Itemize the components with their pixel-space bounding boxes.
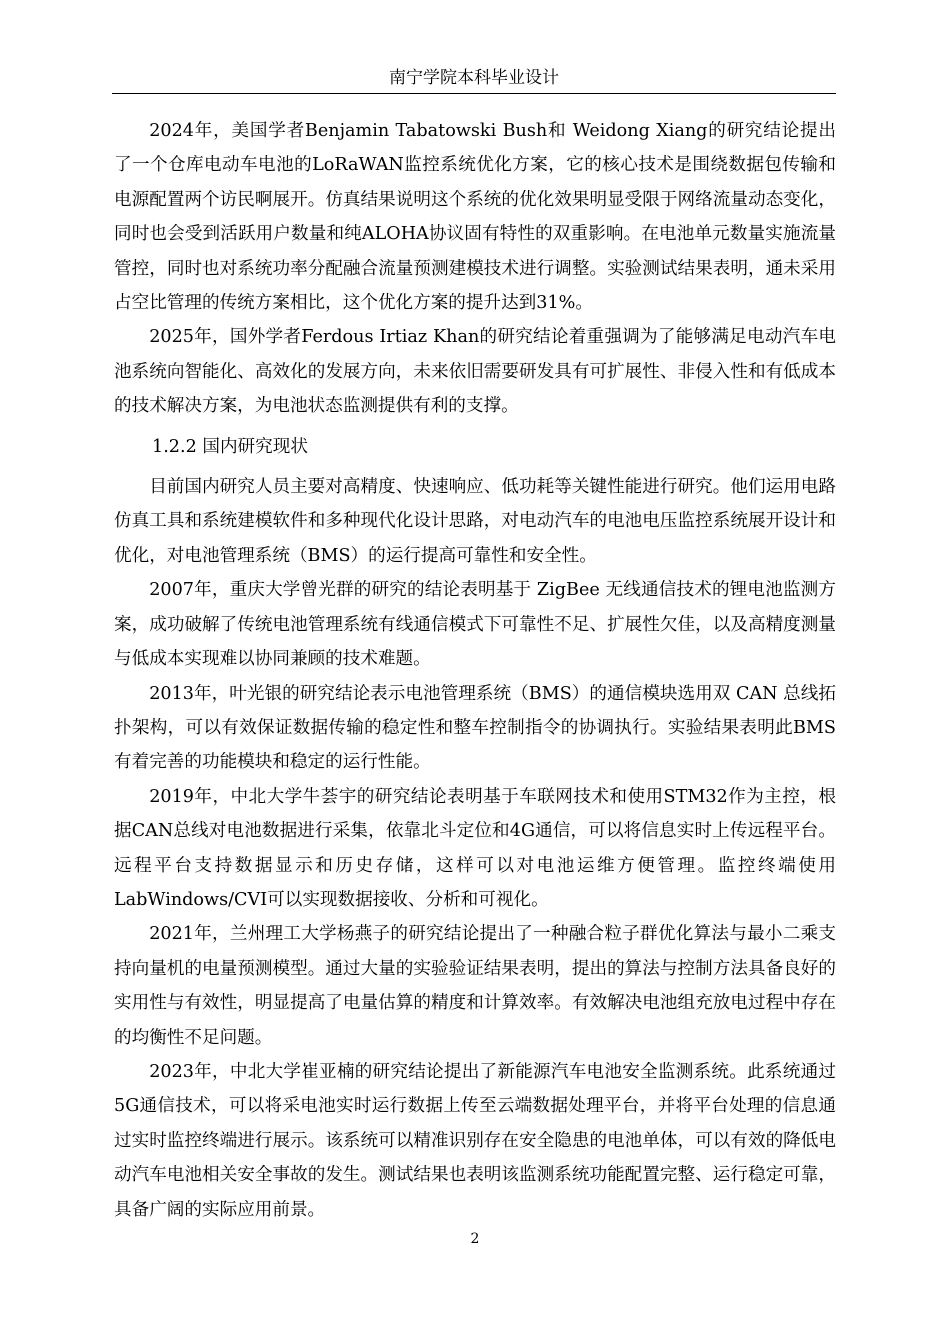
paragraph: 2019年，中北大学牛荟宇的研究结论表明基于车联网技术和使用STM32作为主控，根据CAN总线对电池数据进行采集，依靠北斗定位和4G通信，可以将信息实时上传远程平台。远程平台支持数据显示和历史存储，这样可以对电池运维方便管理。监控终端使用LabWindows/CVI可以实现数据接收、分析和可视化。 — [114, 786, 836, 910]
header-divider — [112, 93, 836, 94]
paragraph: 2013年，叶光银的研究结论表示电池管理系统（BMS）的通信模块选用双 CAN 总线拓扑架构，可以有效保证数据传输的稳定性和整车控制指令的协调执行。实验结果表明此BMS有着完善的功能模块和稳定的运行性能。 — [114, 683, 836, 773]
paragraph: 2024年，美国学者Benjamin Tabatowski Bush和 Weidong Xiang的研究结论提出了一个仓库电动车电池的LoRaWAN监控系统优化方案，它的核心技术是围绕数据包传输和电源配置两个访民啊展开。仿真结果说明这个系统的优化效果明显受限于网络流量动态变化，同时也会受到活跃用户数量和纯ALOHA协议固有特性的双重影响。在电池单元数量实施流量管控，同时也对系统功率分配融合流量预测建模技术进行调整。实验测试结果表明，通未采用占空比管理的传统方案相比，这个优化方案的提升达到31%。 — [114, 121, 836, 314]
paragraph: 2021年，兰州理工大学杨燕子的研究结论提出了一种融合粒子群优化算法与最小二乘支持向量机的电量预测模型。通过大量的实验验证结果表明，提出的算法与控制方法具备良好的实用性与有效性，明显提高了电量估算的精度和计算效率。有效解决电池组充放电过程中存在的均衡性不足问题。 — [114, 924, 836, 1048]
paragraph: 2025年，国外学者Ferdous Irtiaz Khan的研究结论着重强调为了能够满足电动汽车电池系统向智能化、高效化的发展方向，未来依旧需要研发具有可扩展性、非侵入性和有低成本的技术解决方案，为电池状态监测提供有利的支撑。 — [114, 327, 836, 417]
paragraph: 2023年，中北大学崔亚楠的研究结论提出了新能源汽车电池安全监测系统。此系统通过5G通信技术，可以将采电池实时运行数据上传至云端数据处理平台，并将平台处理的信息通过实时监控终端进行展示。该系统可以精准识别存在安全隐患的电池单体，可以有效的降低电动汽车电池相关安全事故的发生。测试结果也表明该监测系统功能配置完整、运行稳定可靠，具备广阔的实际应用前景。 — [114, 1061, 836, 1220]
paragraph: 2007年，重庆大学曾光群的研究的结论表明基于 ZigBee 无线通信技术的锂电池监测方案，成功破解了传统电池管理系统有线通信模式下可靠性不足、扩展性欠佳，以及高精度测量与低成本实现难以协同兼顾的技术难题。 — [114, 580, 836, 670]
page-header: 南宁学院本科毕业设计 — [389, 68, 559, 88]
document-body — [114, 114, 836, 1227]
paragraph: 目前国内研究人员主要对高精度、快速响应、低功耗等关键性能进行研究。他们运用电路仿真工具和系统建模软件和多种现代化设计思路，对电动汽车的电池电压监控系统展开设计和优化，对电池管理系统（BMS）的运行提高可靠性和安全性。 — [114, 477, 836, 566]
page-number: 2 — [470, 1231, 480, 1247]
section-heading: 1.2.2 国内研究现状 — [152, 436, 308, 457]
